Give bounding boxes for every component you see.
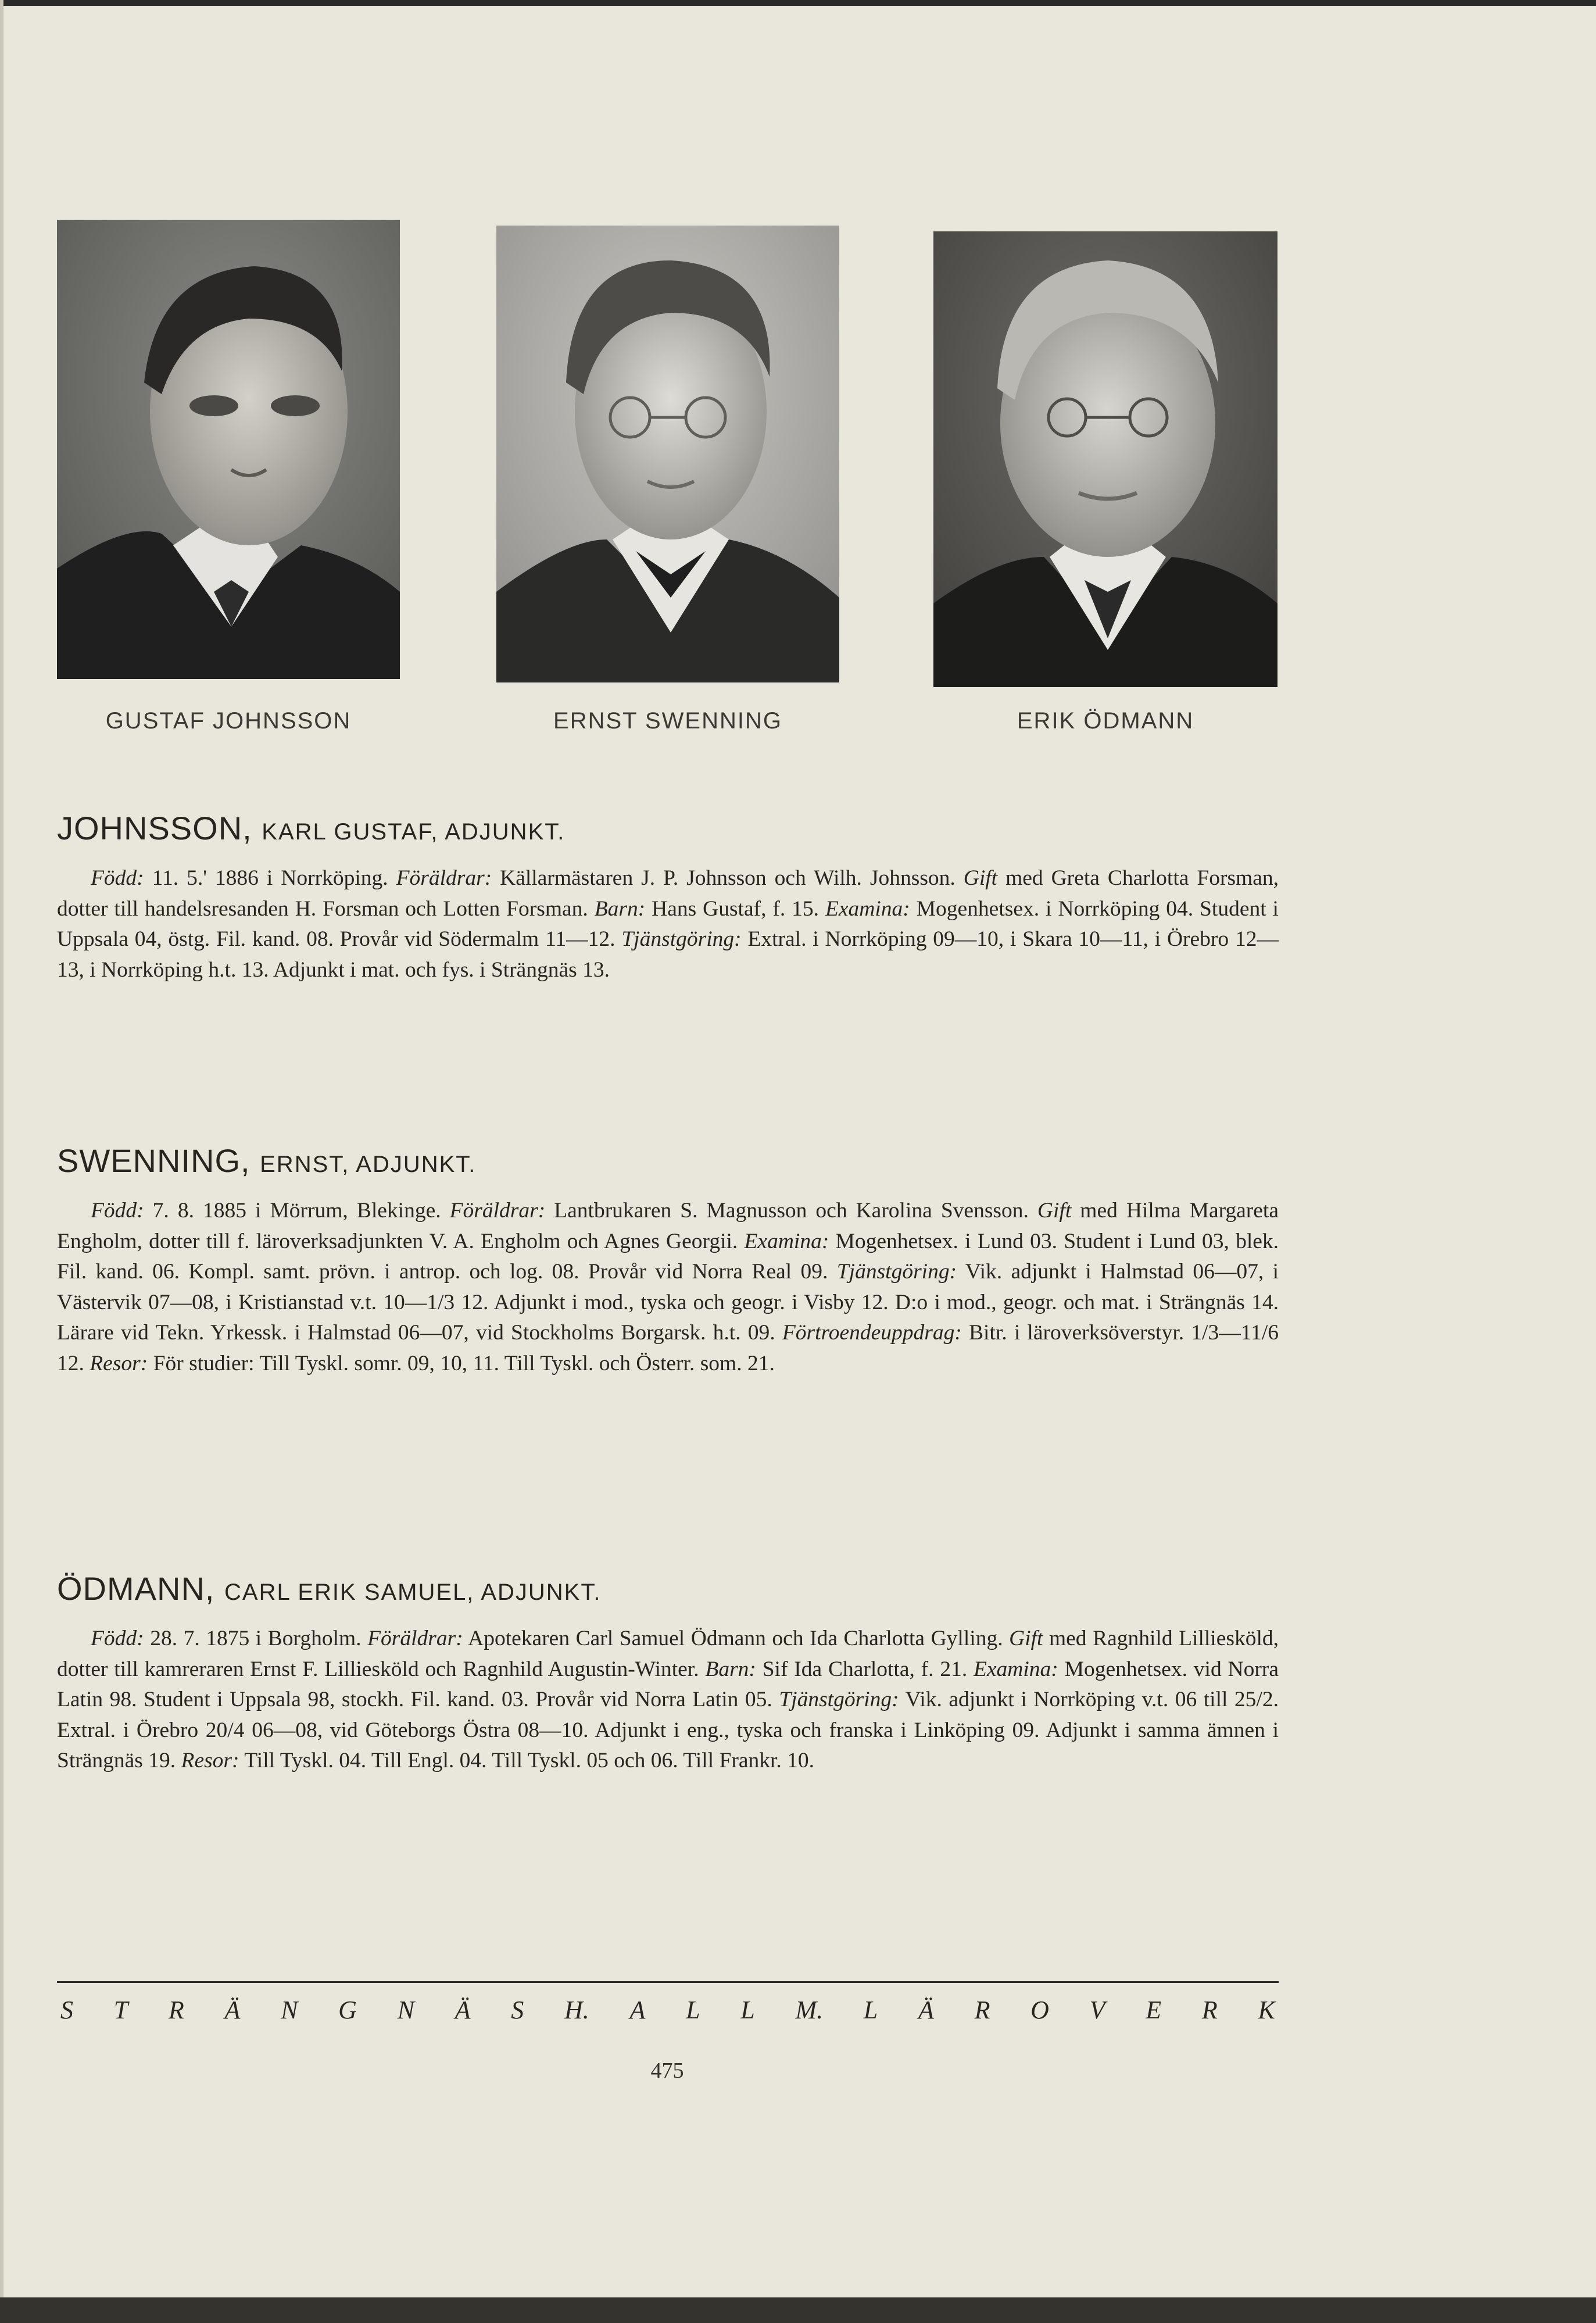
entry-heading [57, 809, 1279, 847]
footer-letter: Ä [455, 1996, 471, 2024]
footer-letter: N [397, 1996, 414, 2024]
entry-body: Född: 11. 5.' 1886 i Norrköping. Föräldrar: Källarmästaren J. P. Johnsson och Wilh. Johnsson. Gift med Greta Charlotta Forsman, dotter till handelsresanden H. Forsman och Lotten Forsman. Barn: Hans Gustaf, f. 15. Examina: Mogenhetsex. i Norrköping 04. Student i Uppsala 04, östg. Fil. kand. 08. Provår vid Södermalm 11—12. Tjänstgöring: Extral. i Norrköping 09—10, i Skara 10—11, i Örebro 12—13, i Norrköping h.t. 13. Adjunkt i mat. och fys. i Strängnäs 13. [57, 866, 1279, 982]
field-label: Examina: [825, 896, 910, 921]
portrait-photo-image [57, 220, 400, 679]
page-edge-bottom [0, 2297, 1596, 2323]
portrait-caption-ernst-swenning: ERNST SWENNING [553, 708, 782, 734]
entry-surname: SWENNING, [57, 1142, 251, 1179]
footer-letter: K [1258, 1996, 1275, 2024]
footer-letter: G [338, 1996, 357, 2024]
footer-rule [57, 1981, 1279, 1983]
footer-letter: A [629, 1996, 646, 2024]
field-label: Resor: [90, 1351, 148, 1375]
footer-letter: R [1201, 1996, 1218, 2024]
footer-letter: R [974, 1996, 990, 2024]
entry-body: Född: 7. 8. 1885 i Mörrum, Blekinge. Föräldrar: Lantbrukaren S. Magnusson och Karolina Svensson. Gift med Hilma Margareta Engholm, dotter till f. läroverksadjunkten V. A. Engholm och Agnes Georgii. Examina: Mogenhetsex. i Lund 03. Student i Lund 03, blek. Fil. kand. 06. Kompl. samt. prövn. i antrop. och log. 08. Provår vid Norra Real 09. Tjänstgöring: Vik. adjunkt i Halmstad 06—07, i Västervik 07—08, i Kristianstad v.t. 10—1/3 12. Adjunkt i mod., tyska och geogr. i Visby 12. D:o i mod., geogr. och mat. i Strängnäs 14. Lärare vid Tekn. Yrkessk. i Halmstad 06—07, vid Stockholms Borgarsk. h.t. 09. Förtroendeuppdrag: Bitr. i läroverksöverstyr. 1/3—11/6 12. Resor: För studier: Till Tyskl. somr. 09, 10, 11. Till Tyskl. och Österr. som. 21. [57, 1199, 1279, 1375]
footer-letter: L [740, 1996, 755, 2024]
portrait-photo-gustaf-johnsson [57, 220, 400, 679]
footer-letter: S [511, 1996, 524, 2024]
portrait-caption-erik-odmann: ERIK ÖDMANN [1017, 708, 1194, 734]
page-edge-top [0, 0, 1596, 6]
entry-heading [57, 1142, 1279, 1180]
field-label: Resor: [181, 1749, 239, 1772]
page-edge-left [0, 0, 3, 2323]
field-label: Tjänstgöring: [779, 1688, 899, 1711]
entry-surname: JOHNSSON, [57, 810, 252, 846]
biography-entry-johnsson [57, 809, 1279, 985]
entry-heading [57, 1570, 1279, 1607]
field-label: Tjänstgöring: [621, 927, 742, 951]
entry-given-name-title: KARL GUSTAF, ADJUNKT. [262, 819, 566, 845]
footer-letter: L [863, 1996, 878, 2024]
field-label: Gift [963, 866, 998, 890]
portrait-photo-erik-odmann [933, 231, 1277, 687]
field-label: Föräldrar: [367, 1627, 463, 1650]
field-label: Född: [91, 1627, 144, 1650]
field-label: Förtroendeuppdrag: [782, 1321, 962, 1345]
footer-letter: Ä [224, 1996, 241, 2024]
footer-letter: Ä [918, 1996, 934, 2024]
footer-letter: V [1089, 1996, 1105, 2024]
field-label: Gift [1009, 1627, 1043, 1650]
field-label: Tjänstgöring: [836, 1260, 957, 1284]
field-label: Föräldrar: [449, 1199, 546, 1223]
footer-school-name [60, 1995, 1275, 2030]
footer-letter: R [168, 1996, 184, 2024]
footer-letter: S [60, 1996, 73, 2024]
field-label: Född: [91, 866, 144, 890]
field-label: Föräldrar: [396, 866, 492, 890]
footer-letter: N [281, 1996, 298, 2024]
footer-letter: L [686, 1996, 700, 2024]
entry-surname: ÖDMANN, [57, 1570, 215, 1607]
portrait-photo-image [496, 226, 839, 682]
field-label: Barn: [594, 896, 646, 921]
entry-given-name-title: ERNST, ADJUNKT. [260, 1152, 477, 1177]
field-label: Examina: [974, 1657, 1058, 1681]
portrait-photo-image [933, 231, 1277, 687]
biography-entry-odmann [57, 1570, 1279, 1777]
footer-letter: H. [564, 1996, 589, 2024]
biography-entry-swenning [57, 1142, 1279, 1379]
page-number: 475 [650, 2058, 684, 2083]
entry-body: Född: 28. 7. 1875 i Borgholm. Föräldrar: Apotekaren Carl Samuel Ödmann och Ida Charlotta Gylling. Gift med Ragnhild Lilliesköld, dotter till kamreraren Ernst F. Lilliesköld och Ragnhild Augustin-Winter. Barn: Sif Ida Charlotta, f. 21. Examina: Mogenhetsex. vid Norra Latin 98. Student i Uppsala 98, stockh. Fil. kand. 03. Provår vid Norra Latin 05. Tjänstgöring: Vik. adjunkt i Norrköping v.t. 06 till 25/2. Extral. i Örebro 20/4 06—08, vid Göteborgs Östra 08—10. Adjunkt i eng., tyska och franska i Linköping 09. Adjunkt i samma ämnen i Strängnäs 19. Resor: Till Tyskl. 04. Till Engl. 04. Till Tyskl. 05 och 06. Till Frankr. 10. [57, 1627, 1279, 1772]
field-label: Född: [91, 1199, 144, 1223]
portrait-photo-ernst-swenning [496, 226, 839, 682]
field-label: Gift [1037, 1199, 1072, 1223]
footer-letter: T [113, 1996, 128, 2024]
field-label: Barn: [705, 1657, 756, 1681]
field-label: Examina: [744, 1229, 829, 1253]
portrait-caption-gustaf-johnsson: GUSTAF JOHNSSON [105, 708, 352, 734]
footer-letter: O [1030, 1996, 1049, 2024]
footer-letter: M. [795, 1996, 824, 2024]
entry-given-name-title: CARL ERIK SAMUEL, ADJUNKT. [224, 1579, 602, 1605]
footer-letter: E [1146, 1996, 1162, 2024]
